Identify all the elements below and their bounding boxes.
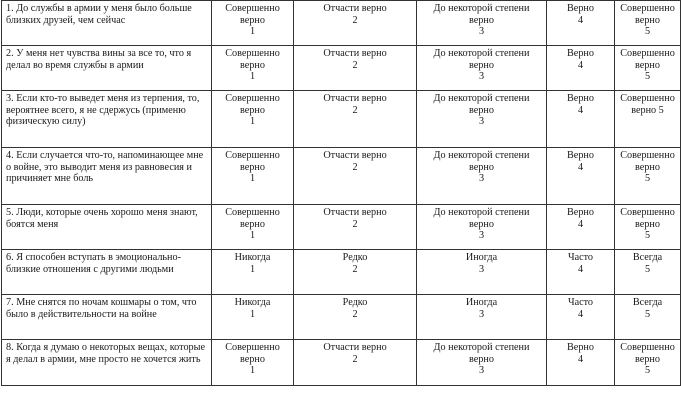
table-row <box>2 91 681 148</box>
answer-option-3[interactable] <box>417 250 547 295</box>
answer-option-2[interactable] <box>294 295 417 340</box>
answer-option-2[interactable] <box>294 46 417 91</box>
option-number: 1 <box>249 26 256 38</box>
answer-option-1[interactable] <box>212 205 294 250</box>
option-label: Часто <box>567 252 594 263</box>
option-label: Верно <box>567 48 594 59</box>
option-label: Отчасти верно <box>323 48 387 59</box>
answer-option-1[interactable] <box>212 91 294 148</box>
option-number: 2 <box>352 308 358 320</box>
option-label: Никогда <box>234 297 271 308</box>
option-number: 5 <box>644 173 651 185</box>
questionnaire-table <box>1 0 681 386</box>
option-number: 3 <box>478 365 485 377</box>
option-number: 5 <box>644 71 651 83</box>
answer-option-1[interactable] <box>212 148 294 205</box>
option-label: Совершенно верно <box>225 93 280 116</box>
option-number: 5 <box>644 263 651 275</box>
option-label: Совершенно верно <box>225 342 280 365</box>
table-row <box>2 1 681 46</box>
answer-option-2[interactable] <box>294 91 417 148</box>
answer-option-5[interactable] <box>615 340 681 386</box>
questionnaire-body <box>2 1 681 386</box>
question-cell: 7. Мне снятся по ночам кошмары о том, что было в действительности на войне <box>2 295 212 340</box>
option-label: Верно <box>567 342 594 353</box>
answer-option-5[interactable] <box>615 205 681 250</box>
option-label: Верно <box>567 207 594 218</box>
option-label: Совершенно верно <box>620 150 675 173</box>
option-label: Всегда <box>632 252 663 263</box>
option-number: 5 <box>644 308 651 320</box>
option-number: 3 <box>478 308 485 320</box>
option-number: 4 <box>577 59 584 71</box>
question-cell: 6. Я способен вступать в эмоционально-близкие отношения с другими людьми <box>2 250 212 295</box>
answer-option-3[interactable] <box>417 340 547 386</box>
table-row <box>2 205 681 250</box>
answer-option-4[interactable] <box>547 1 615 46</box>
answer-option-3[interactable] <box>417 91 547 148</box>
option-label: Совершенно верно <box>620 342 675 365</box>
answer-option-3[interactable] <box>417 46 547 91</box>
option-label: Отчасти верно <box>323 342 387 353</box>
option-label: До некоторой степени верно <box>433 48 530 71</box>
table-row <box>2 46 681 91</box>
option-number: 4 <box>577 104 584 116</box>
option-number: 2 <box>352 263 358 275</box>
answer-option-4[interactable] <box>547 46 615 91</box>
answer-option-2[interactable] <box>294 250 417 295</box>
option-label: Совершенно верно <box>225 3 280 26</box>
option-label: Отчасти верно <box>323 93 387 104</box>
option-label: Верно <box>567 3 594 14</box>
answer-option-4[interactable] <box>547 340 615 386</box>
option-label: Совершенно верно 5 <box>620 93 675 116</box>
option-label: Всегда <box>632 297 663 308</box>
option-number: 1 <box>249 71 256 83</box>
option-number: 3 <box>478 116 485 128</box>
answer-option-4[interactable] <box>547 295 615 340</box>
option-number: 4 <box>577 263 584 275</box>
answer-option-2[interactable] <box>294 1 417 46</box>
option-number: 4 <box>577 161 584 173</box>
option-number: 1 <box>249 263 256 275</box>
question-cell: 8. Когда я думаю о некоторых вещах, которые я делал в армии, мне просто не хочется жить <box>2 340 212 386</box>
option-number: 1 <box>249 365 256 377</box>
option-label: Отчасти верно <box>323 207 387 218</box>
option-label: Иногда <box>465 252 498 263</box>
option-label: До некоторой степени верно <box>433 342 530 365</box>
option-label: Отчасти верно <box>323 150 387 161</box>
answer-option-2[interactable] <box>294 340 417 386</box>
option-number: 5 <box>644 26 651 38</box>
option-number: 4 <box>577 218 584 230</box>
answer-option-1[interactable] <box>212 295 294 340</box>
answer-option-1[interactable] <box>212 46 294 91</box>
option-label: Совершенно верно <box>620 3 675 26</box>
option-number: 2 <box>352 59 358 71</box>
option-number: 3 <box>478 173 485 185</box>
option-label: Совершенно верно <box>225 48 280 71</box>
answer-option-3[interactable] <box>417 148 547 205</box>
option-label: Совершенно верно <box>225 207 280 230</box>
answer-option-5[interactable] <box>615 91 681 148</box>
option-label: Иногда <box>465 297 498 308</box>
option-number: 2 <box>352 161 358 173</box>
option-number: 1 <box>249 116 256 128</box>
table-row <box>2 340 681 386</box>
option-label: До некоторой степени верно <box>433 3 530 26</box>
answer-option-1[interactable] <box>212 250 294 295</box>
option-number: 3 <box>478 230 485 242</box>
option-number: 4 <box>577 14 584 26</box>
answer-option-5[interactable] <box>615 250 681 295</box>
option-label: Совершенно верно <box>620 48 675 71</box>
question-cell: 4. Если случается что-то, напоминающее мне о войне, это выводит меня из равновесия и причиняет мне боль <box>2 148 212 205</box>
answer-option-4[interactable] <box>547 250 615 295</box>
answer-option-3[interactable] <box>417 295 547 340</box>
question-cell: 5. Люди, которые очень хорошо меня знают, боятся меня <box>2 205 212 250</box>
option-number: 4 <box>577 308 584 320</box>
option-label: До некоторой степени верно <box>433 207 530 230</box>
option-number: 3 <box>478 26 485 38</box>
option-number: 5 <box>644 365 651 377</box>
table-row <box>2 295 681 340</box>
option-label: Часто <box>567 297 594 308</box>
question-cell: 2. У меня нет чувства вины за все то, что я делал во время службы в армии <box>2 46 212 91</box>
answer-option-2[interactable] <box>294 148 417 205</box>
question-cell: 1. До службы в армии у меня было больше близких друзей, чем сейчас <box>2 1 212 46</box>
answer-option-5[interactable] <box>615 1 681 46</box>
answer-option-1[interactable] <box>212 1 294 46</box>
answer-option-4[interactable] <box>547 91 615 148</box>
option-label: Редко <box>342 252 368 263</box>
option-number: 4 <box>577 353 584 365</box>
answer-option-1[interactable] <box>212 340 294 386</box>
answer-option-2[interactable] <box>294 205 417 250</box>
option-number: 2 <box>352 353 358 365</box>
option-number: 2 <box>352 14 358 26</box>
answer-option-5[interactable] <box>615 295 681 340</box>
option-label: Совершенно верно <box>225 150 280 173</box>
option-label: До некоторой степени верно <box>433 93 530 116</box>
option-label: Верно <box>567 150 594 161</box>
answer-option-4[interactable] <box>547 205 615 250</box>
option-number: 1 <box>249 308 256 320</box>
table-row <box>2 250 681 295</box>
option-number: 2 <box>352 104 358 116</box>
answer-option-3[interactable] <box>417 1 547 46</box>
option-label: Совершенно верно <box>620 207 675 230</box>
option-label: Отчасти верно <box>323 3 387 14</box>
option-number: 2 <box>352 218 358 230</box>
table-row <box>2 148 681 205</box>
option-number: 3 <box>478 71 485 83</box>
question-cell: 3. Если кто-то выведет меня из терпения, то, вероятнее всего, я не сдержусь (применю физическую силу) <box>2 91 212 148</box>
option-label: Редко <box>342 297 368 308</box>
answer-option-5[interactable] <box>615 46 681 91</box>
option-label: Никогда <box>234 252 271 263</box>
answer-option-3[interactable] <box>417 205 547 250</box>
option-label: До некоторой степени верно <box>433 150 530 173</box>
answer-option-5[interactable] <box>615 148 681 205</box>
option-number: 1 <box>249 230 256 242</box>
option-number: 5 <box>644 230 651 242</box>
option-number: 3 <box>478 263 485 275</box>
option-number: 1 <box>249 173 256 185</box>
answer-option-4[interactable] <box>547 148 615 205</box>
option-label: Верно <box>567 93 594 104</box>
